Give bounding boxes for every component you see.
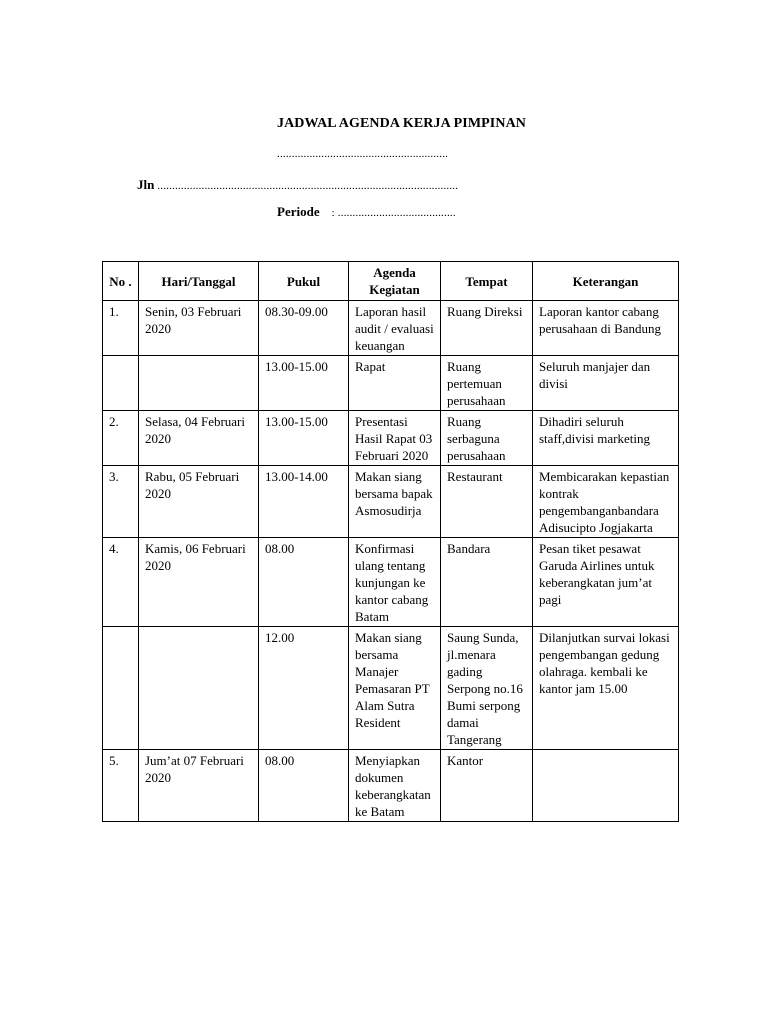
cell-pukul: 13.00-15.00: [259, 411, 349, 466]
subtitle-dots: ..........................................................: [277, 148, 449, 160]
cell-agenda: Laporan hasil audit / evaluasi keuangan: [349, 301, 441, 356]
table-row: [103, 411, 679, 466]
table-row: [103, 301, 679, 356]
cell-keterangan: Dilanjutkan survai lokasi pengembangan gedung olahraga. kembali ke kantor jam 15.00: [533, 627, 679, 750]
header-tempat: Tempat: [441, 262, 533, 301]
cell-keterangan: Dihadiri seluruh staff,divisi marketing: [533, 411, 679, 466]
address-line: [137, 177, 458, 193]
table-row: [103, 627, 679, 750]
cell-agenda: Rapat: [349, 356, 441, 411]
cell-hari-tanggal: Senin, 03 Februari 2020: [139, 301, 259, 356]
cell-tempat: Ruang pertemuan perusahaan: [441, 356, 533, 411]
cell-no: [103, 356, 139, 411]
cell-pukul: 08.00: [259, 538, 349, 627]
cell-tempat: Bandara: [441, 538, 533, 627]
cell-agenda: Menyiapkan dokumen keberangkatan ke Batam: [349, 750, 441, 822]
cell-agenda: Konfirmasi ulang tentang kunjungan ke kantor cabang Batam: [349, 538, 441, 627]
cell-keterangan: [533, 750, 679, 822]
address-label: Jln: [137, 177, 155, 192]
header-hari-tanggal: Hari/Tanggal: [139, 262, 259, 301]
cell-hari-tanggal: Kamis, 06 Februari 2020: [139, 538, 259, 627]
cell-pukul: 08.30-09.00: [259, 301, 349, 356]
cell-agenda: Presentasi Hasil Rapat 03 Februari 2020: [349, 411, 441, 466]
table-row: [103, 356, 679, 411]
cell-hari-tanggal: [139, 627, 259, 750]
cell-pukul: 12.00: [259, 627, 349, 750]
cell-agenda: Makan siang bersama bapak Asmosudirja: [349, 466, 441, 538]
cell-hari-tanggal: Jum’at 07 Februari 2020: [139, 750, 259, 822]
header-agenda-kegiatan: Agenda Kegiatan: [349, 262, 441, 301]
cell-agenda: Makan siang bersama Manajer Pemasaran PT Alam Sutra Resident: [349, 627, 441, 750]
cell-no: 4.: [103, 538, 139, 627]
cell-tempat: Ruang Direksi: [441, 301, 533, 356]
header-keterangan: Keterangan: [533, 262, 679, 301]
header-no: No .: [103, 262, 139, 301]
table-header-row: [103, 262, 679, 301]
cell-keterangan: Seluruh manjajer dan divisi: [533, 356, 679, 411]
cell-tempat: Restaurant: [441, 466, 533, 538]
cell-no: 5.: [103, 750, 139, 822]
cell-hari-tanggal: [139, 356, 259, 411]
cell-pukul: 08.00: [259, 750, 349, 822]
period-dots: : ........................................: [331, 207, 456, 219]
address-dots: ......................................................................................................: [154, 180, 459, 192]
period-label: Periode: [277, 204, 320, 219]
cell-tempat: Kantor: [441, 750, 533, 822]
document-title: JADWAL AGENDA KERJA PIMPINAN: [277, 116, 526, 131]
table-row: [103, 538, 679, 627]
cell-pukul: 13.00-14.00: [259, 466, 349, 538]
table-row: [103, 466, 679, 538]
header-pukul: Pukul: [259, 262, 349, 301]
cell-tempat: Saung Sunda, jl.menara gading Serpong no.16 Bumi serpong damai Tangerang: [441, 627, 533, 750]
agenda-table: [102, 261, 679, 822]
cell-pukul: 13.00-15.00: [259, 356, 349, 411]
cell-keterangan: Membicarakan kepastian kontrak pengembanganbandara Adisucipto Jogjakarta: [533, 466, 679, 538]
cell-keterangan: Pesan tiket pesawat Garuda Airlines untuk keberangkatan jum’at pagi: [533, 538, 679, 627]
cell-tempat: Ruang serbaguna perusahaan: [441, 411, 533, 466]
cell-no: [103, 627, 139, 750]
table-row: [103, 750, 679, 822]
cell-no: 1.: [103, 301, 139, 356]
cell-keterangan: Laporan kantor cabang perusahaan di Bandung: [533, 301, 679, 356]
cell-hari-tanggal: Rabu, 05 Februari 2020: [139, 466, 259, 538]
cell-hari-tanggal: Selasa, 04 Februari 2020: [139, 411, 259, 466]
period-line: [277, 204, 456, 220]
cell-no: 3.: [103, 466, 139, 538]
cell-no: 2.: [103, 411, 139, 466]
